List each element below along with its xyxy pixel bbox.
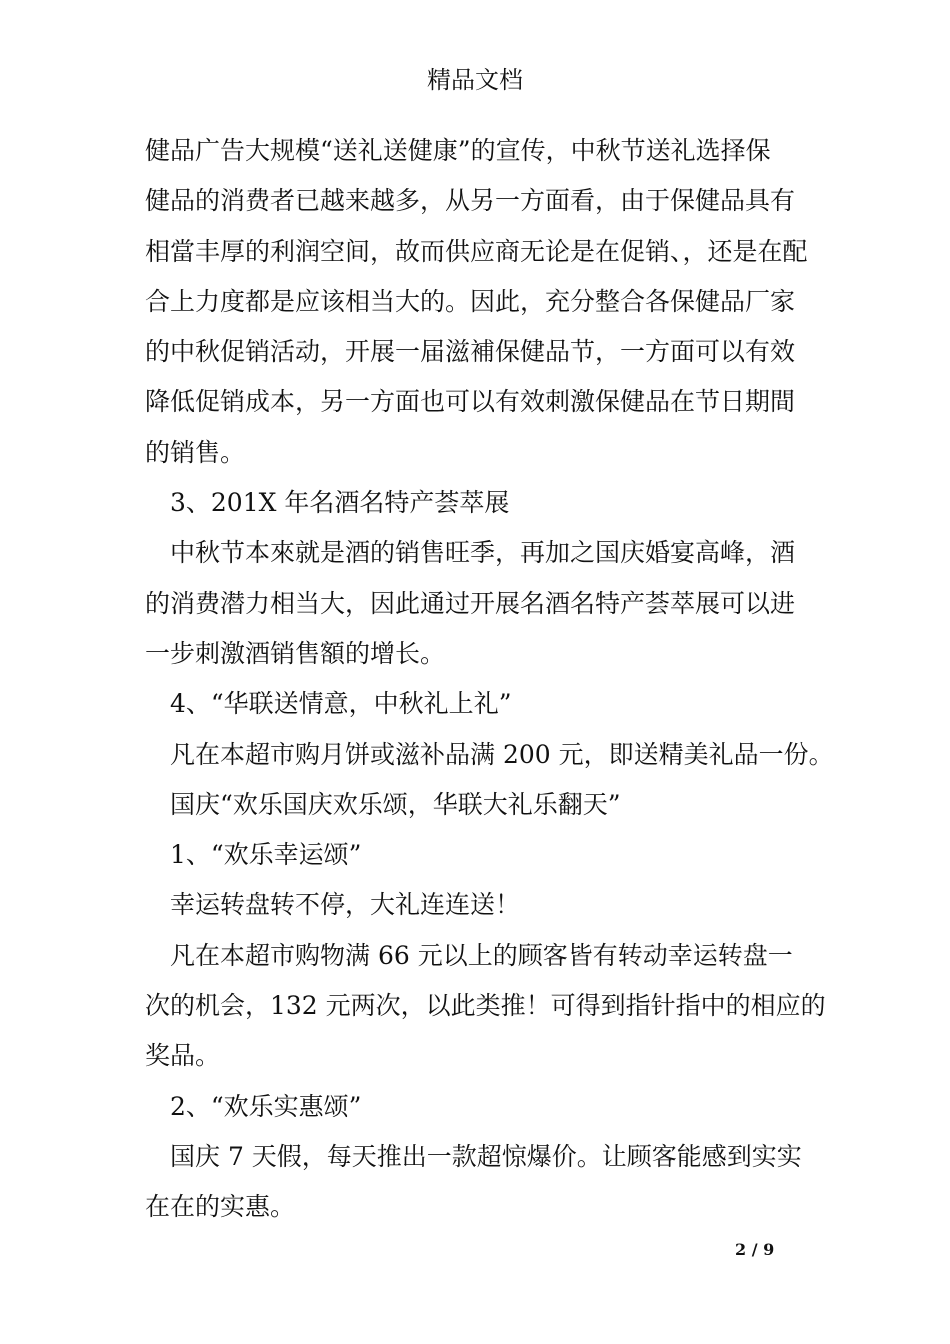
document-body [145,126,834,1233]
text-line: 国庆 7 天假，每天推出一款超惊爆价。让顾客能感到实实 [170,1141,802,1171]
text-line: 健品广告大规模“送礼送健康”的宣传，中秋节送礼选择保 [145,136,771,165]
section-heading: 2、“欢乐实惠颂” [170,1091,362,1121]
text-line: 相當丰厚的利润空间，故而供应商无论是在促销、，还是在配 [145,236,808,266]
page-number: 2 / 9 [735,1240,775,1259]
text-line: 幸运转盘转不停，大礼连连送！ [170,890,521,920]
text-line: 一步刺激酒销售額的增长。 [145,638,446,668]
text-line: 的中秋促销活动，开展一届滋補保健品节，一方面可以有效 [145,337,796,367]
text-line: 中秋节本來就是酒的销售旺季，再加之国庆婚宴高峰，酒 [170,538,796,568]
text-line: 凡在本超市购物满 66 元以上的顾客皆有转动幸运转盘一 [170,940,793,970]
text-line: 的消费潜力相当大，因此通过开展名酒名特产荟萃展可以进 [145,588,796,618]
text-line: 奖品。 [145,1041,221,1071]
section-heading: 4、“华联送情意，中秋礼上礼” [170,689,512,719]
section-heading: 1、“欢乐幸运颂” [170,840,362,870]
text-line: 在在的实惠。 [145,1192,296,1222]
text-line: 的销售。 [145,437,246,467]
text-line: 凡在本超市购月饼或滋补品满 200 元，即送精美礼品一份。 [170,739,834,769]
section-heading: 国庆“欢乐国庆欢乐颂，华联大礼乐翻天” [170,789,621,819]
section-heading: 3、201X 年名酒名特产荟萃展 [170,488,510,518]
text-line: 降低促销成本，另一方面也可以有效刺激保健品在节日期間 [145,387,796,417]
text-line: 健品的消费者已越来越多，从另一方面看，由于保健品具有 [145,186,796,216]
page-header-title: 精品文档 [427,66,523,94]
text-line: 合上力度都是应该相当大的。因此，充分整合各保健品厂家 [145,286,796,316]
text-line: 次的机会，132 元两次，以此类推！可得到指针指中的相应的 [145,991,826,1021]
